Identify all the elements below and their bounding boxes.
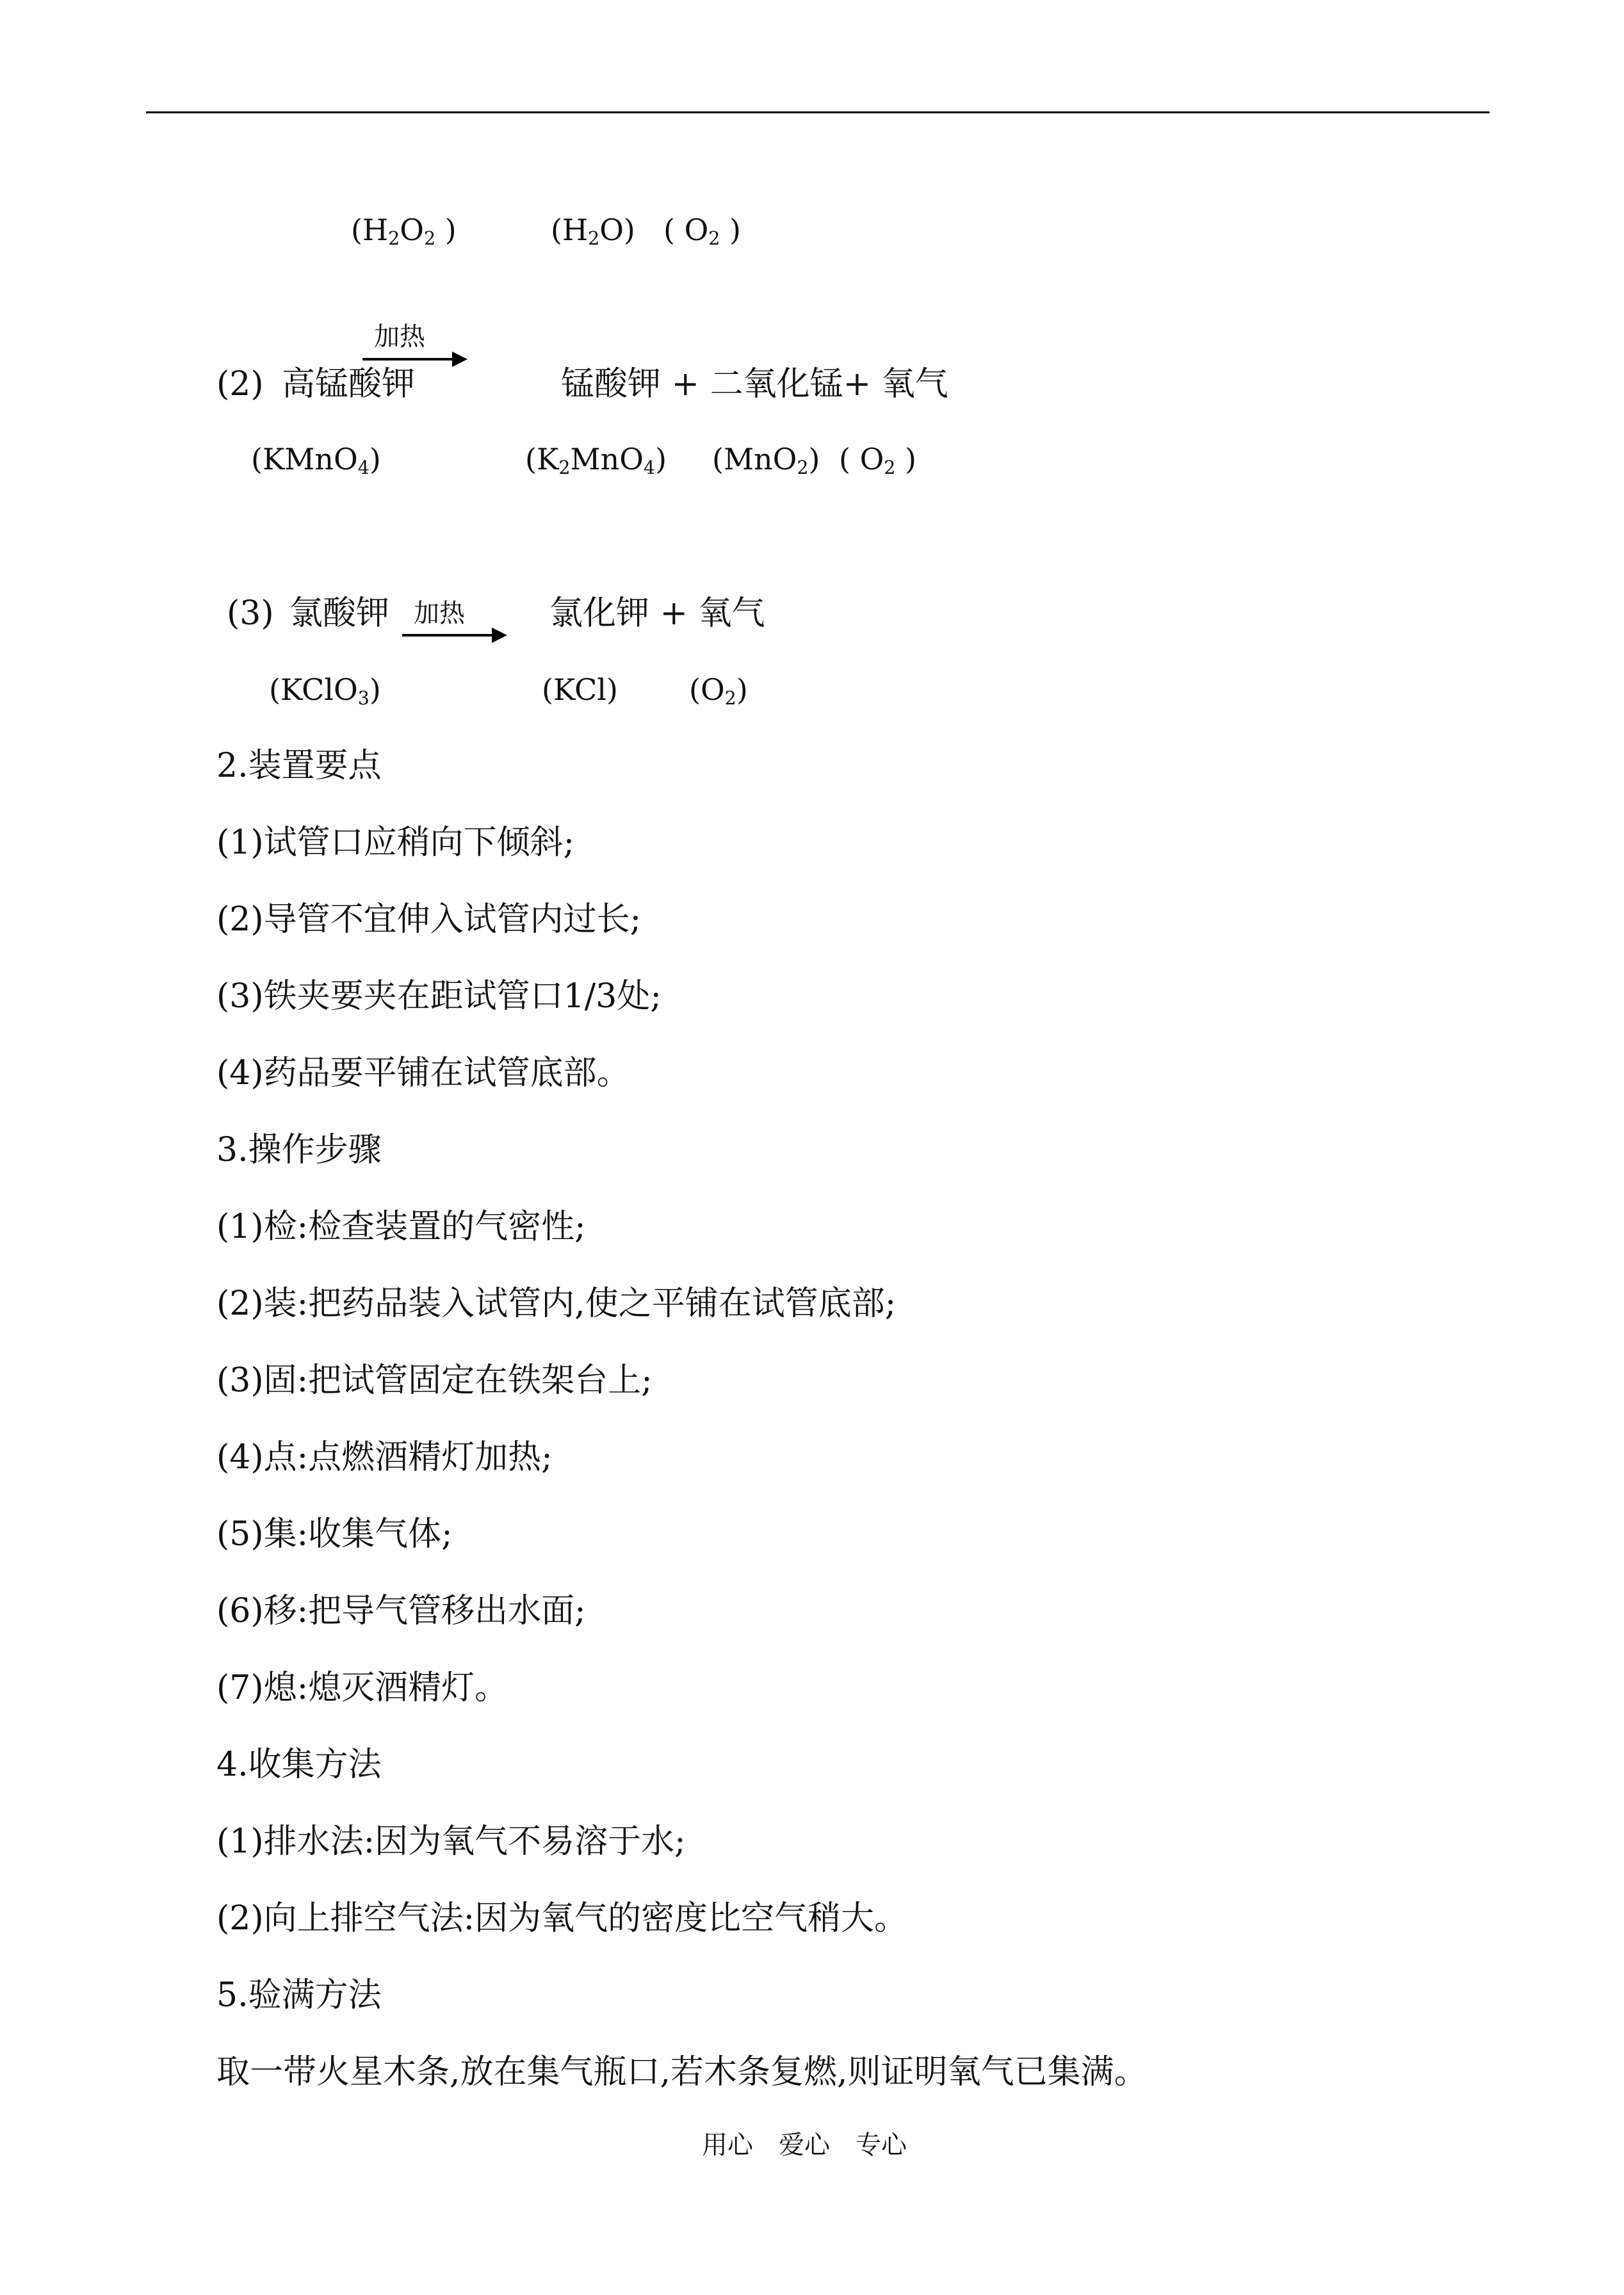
formula-kclo3: (KClO$_3$) — [269, 672, 381, 710]
equation-number: (2) — [216, 365, 264, 403]
reaction-arrow — [402, 634, 505, 637]
list-item: (1)排水法:因为氧气不易溶于水; — [216, 1822, 686, 1861]
section-heading: 4.收集方法 — [216, 1746, 382, 1784]
list-item: (4)点:点燃酒精灯加热; — [216, 1438, 553, 1477]
list-item: (2)装:把药品装入试管内,使之平铺在试管底部; — [216, 1285, 897, 1323]
list-item: (7)熄:熄灭酒精灯。 — [216, 1669, 508, 1707]
list-item: (2)导管不宜伸入试管内过长; — [216, 900, 642, 939]
formula-h2o: $(H_2O)$ — [551, 213, 635, 250]
paragraph: 取一带火星木条,放在集气瓶口,若木条复燃,则证明氧气已集满。 — [216, 2053, 1148, 2091]
products-name: 锰酸钾 + 二氧化锰+ 氧气 — [561, 365, 948, 403]
equation-number: (3) — [227, 594, 274, 633]
formula-kcl: (KCl) — [542, 672, 618, 707]
list-item: (1)试管口应稍向下倾斜; — [216, 823, 575, 862]
list-item: (4)药品要平铺在试管底部。 — [216, 1054, 630, 1092]
heat-label: 加热 — [374, 322, 425, 352]
formula-mno2: (MnO$_2$) — [712, 442, 820, 479]
list-item: (5)集:收集气体; — [216, 1515, 453, 1553]
page-footer: 用心 爱心 专心 — [702, 2130, 907, 2160]
formula-h2o2: ($H_2O_2$ ) — [351, 213, 457, 250]
formula-kmno4: (KMnO$_4$) — [251, 442, 381, 479]
section-heading: 2.装置要点 — [216, 747, 382, 785]
products-name: 氯化钾 + 氧气 — [549, 594, 765, 633]
list-item: (1)检:检查装置的气密性; — [216, 1208, 586, 1246]
section-heading: 5.验满方法 — [216, 1976, 382, 2015]
list-item: (3)铁夹要夹在距试管口1/3处; — [216, 977, 662, 1016]
reaction-arrow — [362, 358, 465, 361]
formula-o2: $(O_2)$ — [689, 672, 748, 710]
list-item: (3)固:把试管固定在铁架台上; — [216, 1361, 653, 1400]
heat-label: 加热 — [414, 599, 465, 628]
formula-o2: ( $O_2$ ) — [663, 213, 742, 250]
list-item: (2)向上排空气法:因为氧气的密度比空气稍大。 — [216, 1899, 908, 1938]
formula-k2mno4: $(K_2MnO_4)$ — [525, 442, 667, 479]
list-item: (6)移:把导气管移出水面; — [216, 1592, 586, 1630]
reactant-name: 高锰酸钾 — [282, 365, 416, 403]
reactant-name: 氯酸钾 — [289, 594, 390, 633]
section-heading: 3.操作步骤 — [216, 1131, 382, 1169]
header-rule — [146, 111, 1490, 113]
formula-o2: ( $O_2$ ) — [839, 442, 917, 479]
